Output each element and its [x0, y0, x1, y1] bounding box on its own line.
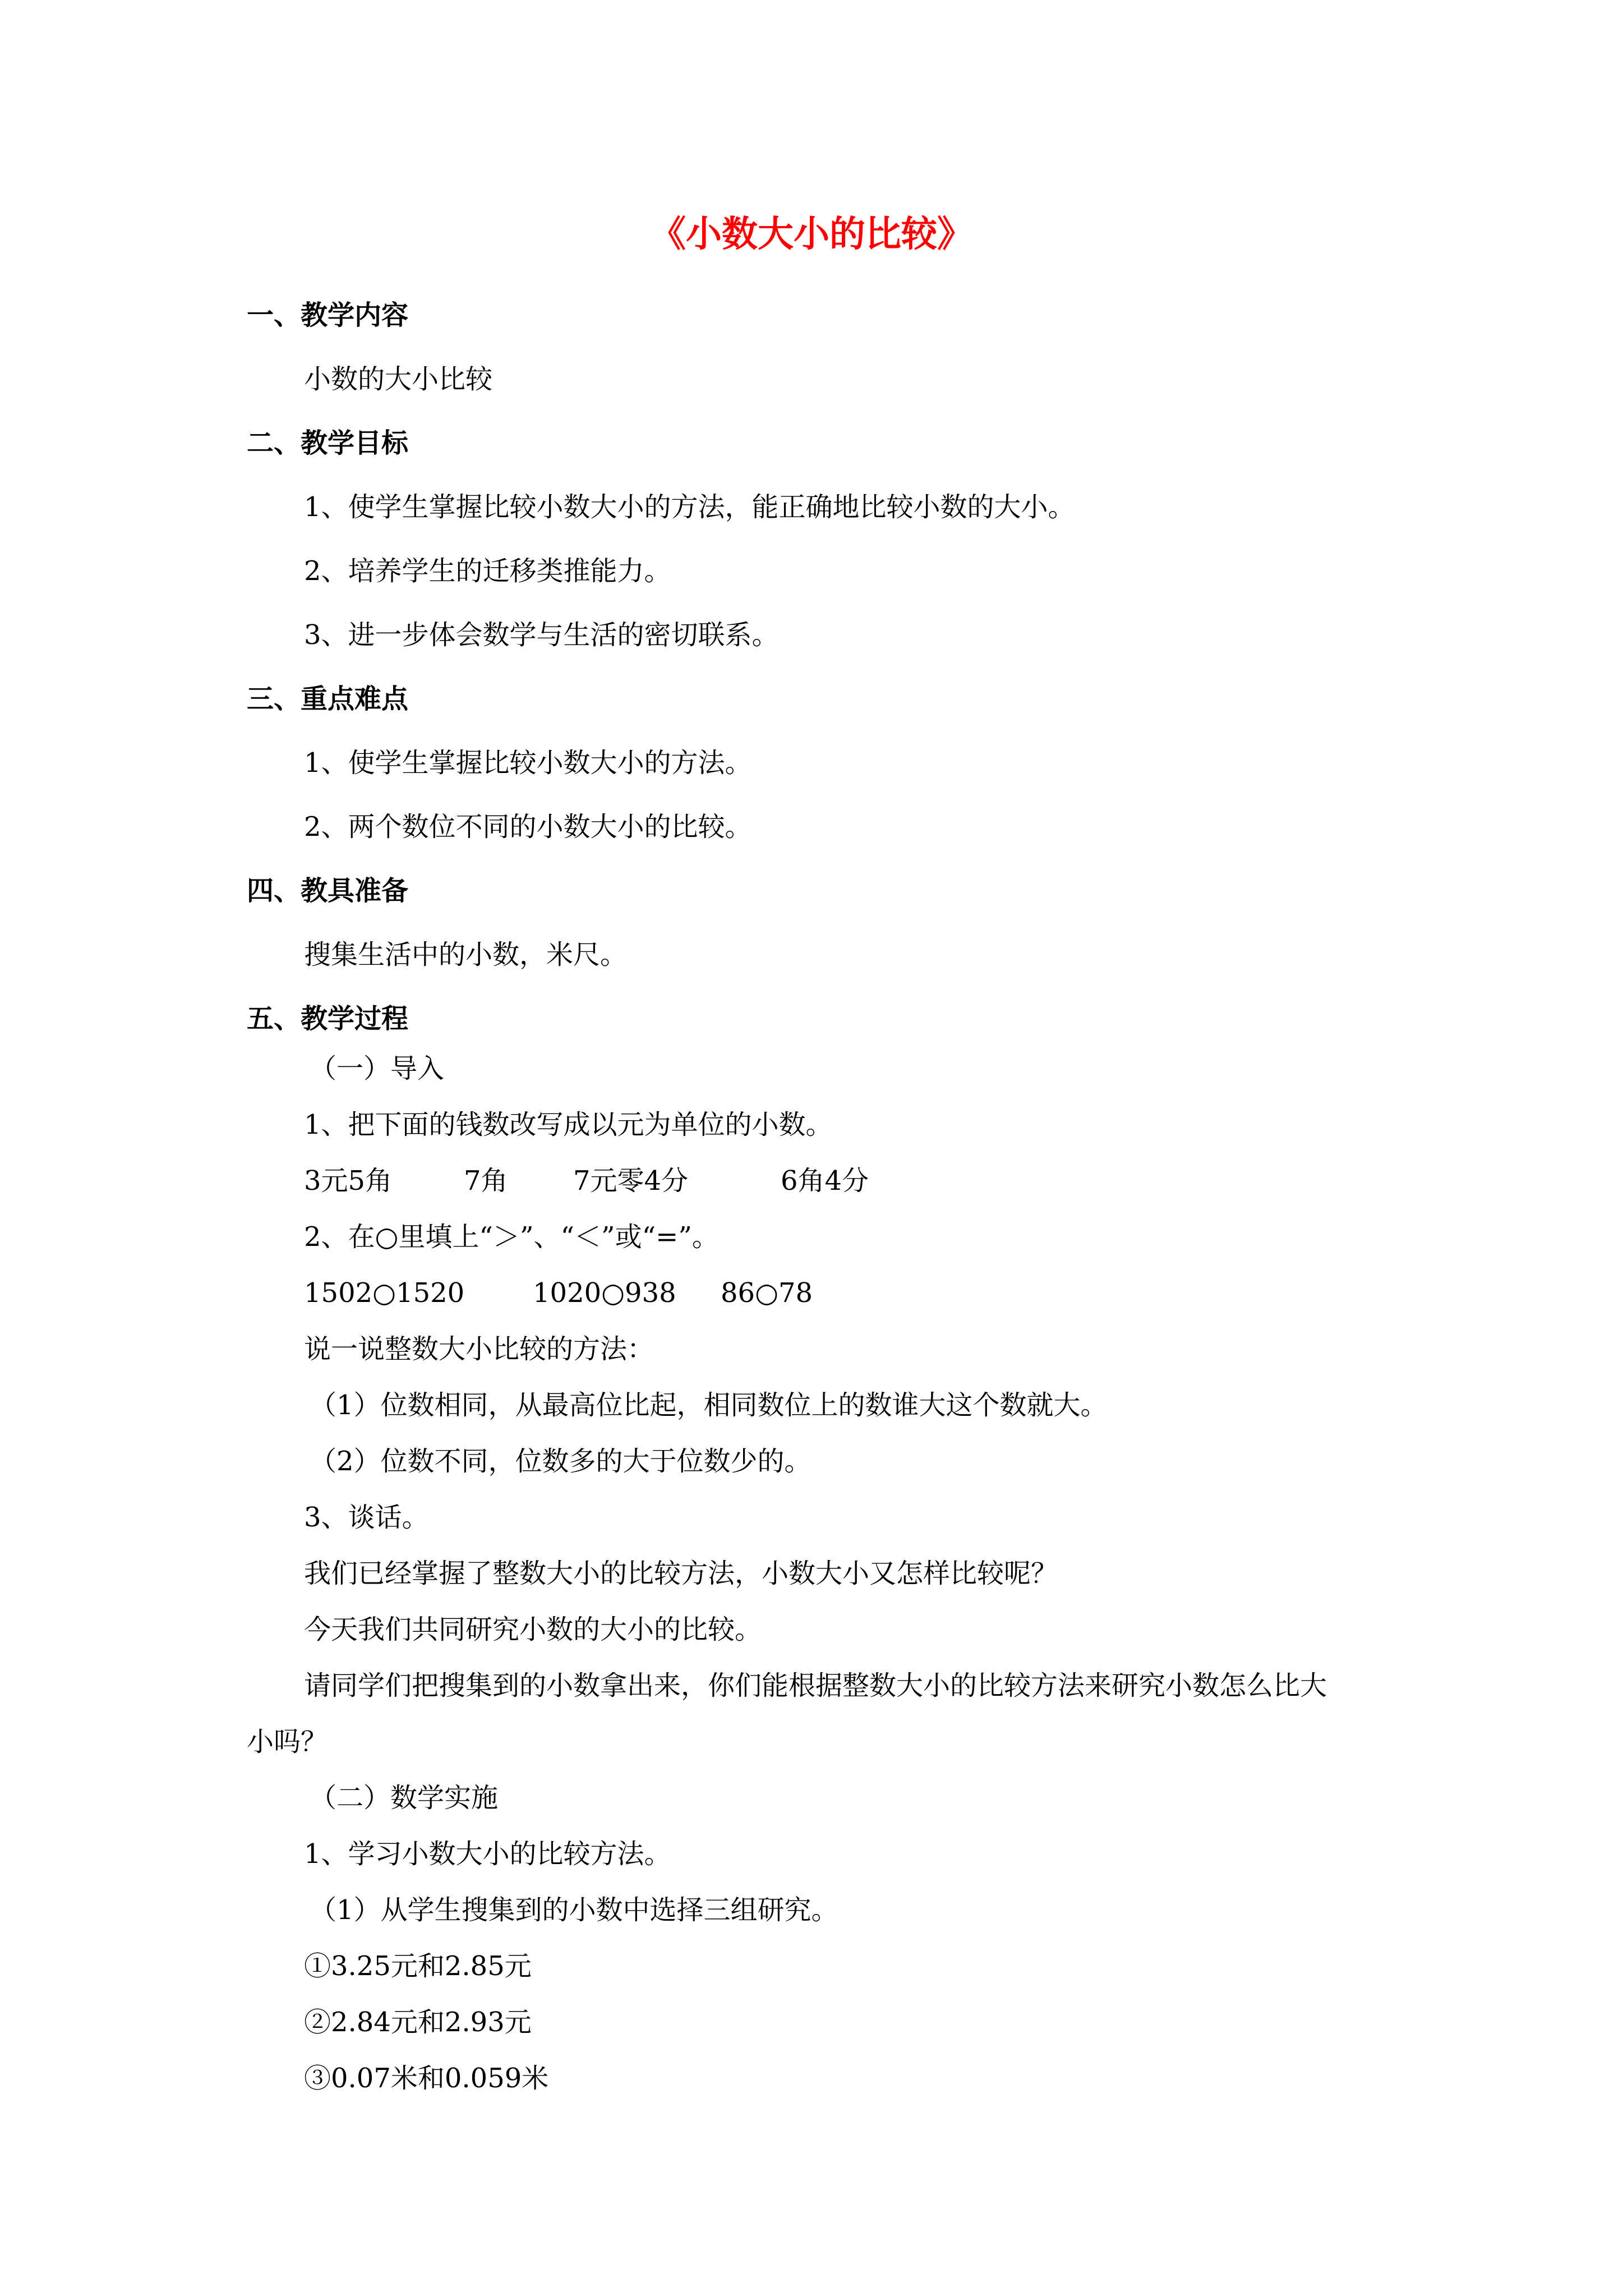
subsection-heading: （二）数学实施 [310, 1782, 499, 1814]
list-item: （2）位数不同，位数多的大于位数少的。 [310, 1446, 811, 1477]
paragraph: 我们已经掌握了整数大小的比较方法，小数大小又怎样比较呢？ [304, 1558, 1058, 1589]
money-row [304, 1163, 869, 1199]
paragraph: 2、在○里填上“＞”、“＜”或“=”。 [304, 1221, 719, 1253]
compare-item: 1502○1520 [304, 1277, 465, 1309]
document-title: 《小数大小的比较》 [650, 213, 973, 255]
paragraph: 1、学习小数大小的比较方法。 [304, 1838, 671, 1870]
paragraph: 搜集生活中的小数，米尺。 [304, 939, 628, 970]
list-item: ③0.07米和0.059米 [304, 2063, 549, 2094]
paragraph: （1）从学生搜集到的小数中选择三组研究。 [310, 1894, 838, 1926]
list-item: （1）位数相同，从最高位比起，相同数位上的数谁大这个数就大。 [310, 1389, 1108, 1421]
paragraph: 说一说整数大小比较的方法： [304, 1333, 654, 1365]
compare-row [304, 1275, 813, 1311]
section-heading-goals: 二、教学目标 [247, 427, 409, 459]
list-item: 2、两个数位不同的小数大小的比较。 [304, 811, 752, 843]
money-item: 7元零4分 [573, 1165, 689, 1197]
compare-item: 86○78 [721, 1277, 813, 1309]
section-heading-keypoints: 三、重点难点 [247, 683, 409, 715]
section-heading-content: 一、教学内容 [247, 300, 409, 331]
list-item: ①3.25元和2.85元 [304, 1950, 532, 1982]
compare-item: 1020○938 [533, 1277, 676, 1309]
paragraph: 3、谈话。 [304, 1502, 429, 1533]
money-item: 6角4分 [781, 1165, 869, 1197]
list-item: 3、进一步体会数学与生活的密切联系。 [304, 619, 779, 651]
paragraph-continuation: 小吗？ [247, 1726, 328, 1757]
paragraph: 小数的大小比较 [304, 364, 493, 395]
subsection-heading: （一）导入 [310, 1053, 445, 1084]
money-item: 3元5角 [304, 1165, 393, 1197]
paragraph: 今天我们共同研究小数的大小的比较。 [304, 1614, 762, 1645]
list-item: 1、使学生掌握比较小数大小的方法。 [304, 747, 752, 779]
list-item: 1、使学生掌握比较小数大小的方法，能正确地比较小数的大小。 [304, 491, 1075, 523]
paragraph: 1、把下面的钱数改写成以元为单位的小数。 [304, 1109, 833, 1140]
list-item: ②2.84元和2.93元 [304, 2007, 532, 2038]
list-item: 2、培养学生的迁移类推能力。 [304, 555, 671, 587]
section-heading-process: 五、教学过程 [247, 1003, 409, 1034]
paragraph: 请同学们把搜集到的小数拿出来，你们能根据整数大小的比较方法来研究小数怎么比大 [304, 1670, 1327, 1701]
section-heading-materials: 四、教具准备 [247, 875, 409, 907]
money-item: 7角 [464, 1165, 508, 1197]
